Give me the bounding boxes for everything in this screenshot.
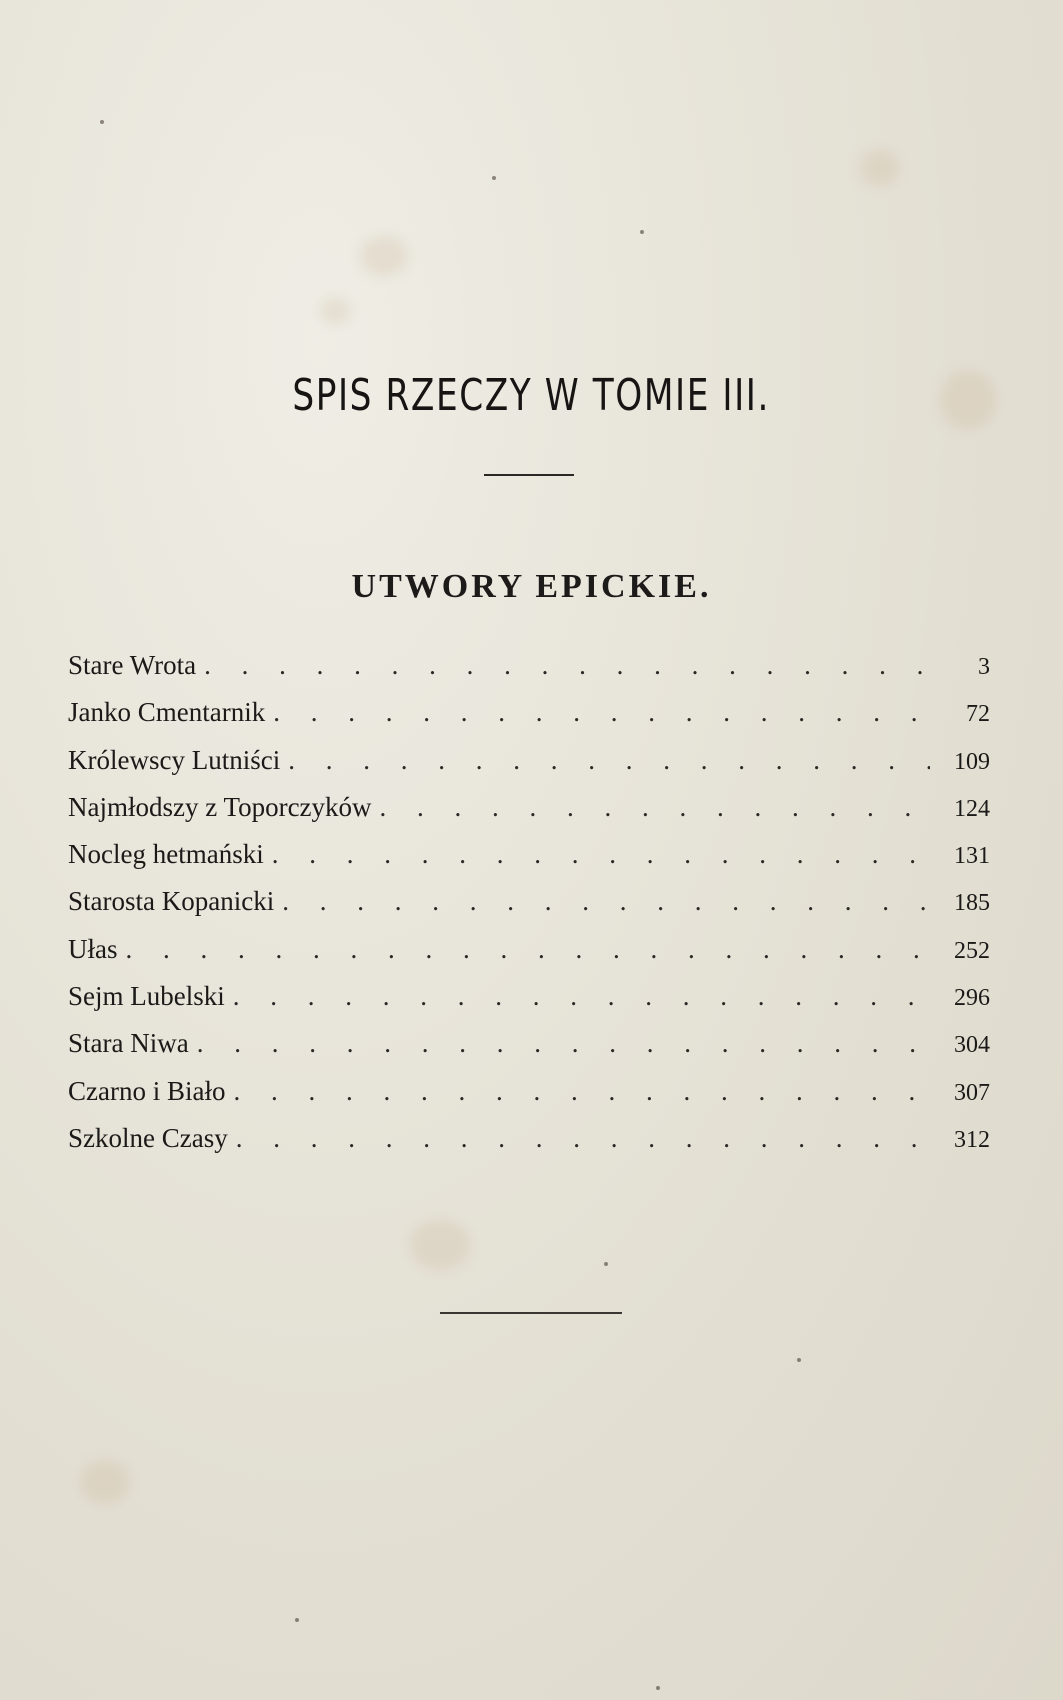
paper-speck (656, 1686, 660, 1690)
paper-speck (797, 1358, 801, 1362)
toc-entry (68, 1115, 990, 1162)
toc-entry-title: Ułas (68, 933, 118, 964)
toc-entry (68, 973, 990, 1020)
toc-entry-page: 307 (954, 1079, 990, 1106)
paper-stain (320, 298, 350, 324)
toc-entry-page: 312 (954, 1126, 990, 1153)
paper-stain (360, 236, 408, 276)
paper-speck (492, 176, 496, 180)
toc-entry-title: Najmłodszy z Toporczyków (68, 791, 372, 822)
page-title: SPIS RZECZY W TOMIE III. (292, 370, 770, 421)
paper-speck (640, 230, 644, 234)
toc-entry-title: Starosta Kopanicki (68, 886, 275, 917)
paper-speck (100, 120, 104, 124)
toc-entry-page: 3 (978, 654, 990, 680)
toc-entry (68, 926, 990, 973)
toc-entry (68, 784, 990, 831)
toc-entry-page: 131 (954, 843, 990, 870)
paper-stain (80, 1460, 130, 1504)
dot-leader (236, 1115, 930, 1162)
toc-entry-page: 109 (954, 748, 990, 775)
paper-stain (940, 370, 996, 430)
toc-entry (68, 878, 990, 925)
toc-entry-page: 296 (954, 985, 990, 1012)
dot-leader (288, 737, 930, 784)
dot-leader (233, 1068, 930, 1115)
dot-leader (204, 642, 930, 689)
toc-entry-title: Stara Niwa (68, 1028, 189, 1059)
dot-leader (126, 926, 931, 973)
toc-entry-title: Stare Wrota (68, 650, 197, 680)
toc-entry (68, 642, 990, 689)
toc-entry-page: 72 (966, 701, 990, 728)
paper-stain (410, 1220, 470, 1270)
dot-leader (233, 973, 930, 1020)
toc-entry (68, 737, 990, 784)
toc-entry-title: Janko Cmentarnik (68, 697, 266, 728)
section-heading: UTWORY EPICKIE. (351, 568, 712, 605)
toc-entry-title: Sejm Lubelski (68, 981, 225, 1012)
toc-entry-title: Szkolne Czasy (68, 1122, 228, 1153)
toc-entry (68, 1020, 990, 1067)
toc-entry-title: Nocleg hetmański (68, 839, 264, 870)
toc-entry (68, 689, 990, 736)
end-divider (440, 1312, 622, 1314)
toc-entry (68, 1068, 990, 1115)
toc-entry (68, 831, 990, 878)
dot-leader (282, 878, 930, 925)
dot-leader (273, 689, 930, 736)
dot-leader (197, 1020, 930, 1067)
title-divider (484, 474, 574, 476)
dot-leader (272, 831, 930, 878)
dot-leader (380, 784, 930, 831)
toc-entry-title: Czarno i Biało (68, 1075, 226, 1106)
toc-entry-title: Królewscy Lutniści (68, 744, 281, 775)
toc-entry-page: 124 (954, 795, 990, 822)
toc-entry-page: 304 (954, 1032, 990, 1059)
paper-speck (295, 1618, 299, 1622)
toc-entry-page: 252 (954, 937, 990, 964)
table-of-contents (68, 642, 990, 1162)
paper-speck (604, 1262, 608, 1266)
paper-stain (860, 150, 900, 186)
toc-entry-page: 185 (954, 890, 990, 917)
